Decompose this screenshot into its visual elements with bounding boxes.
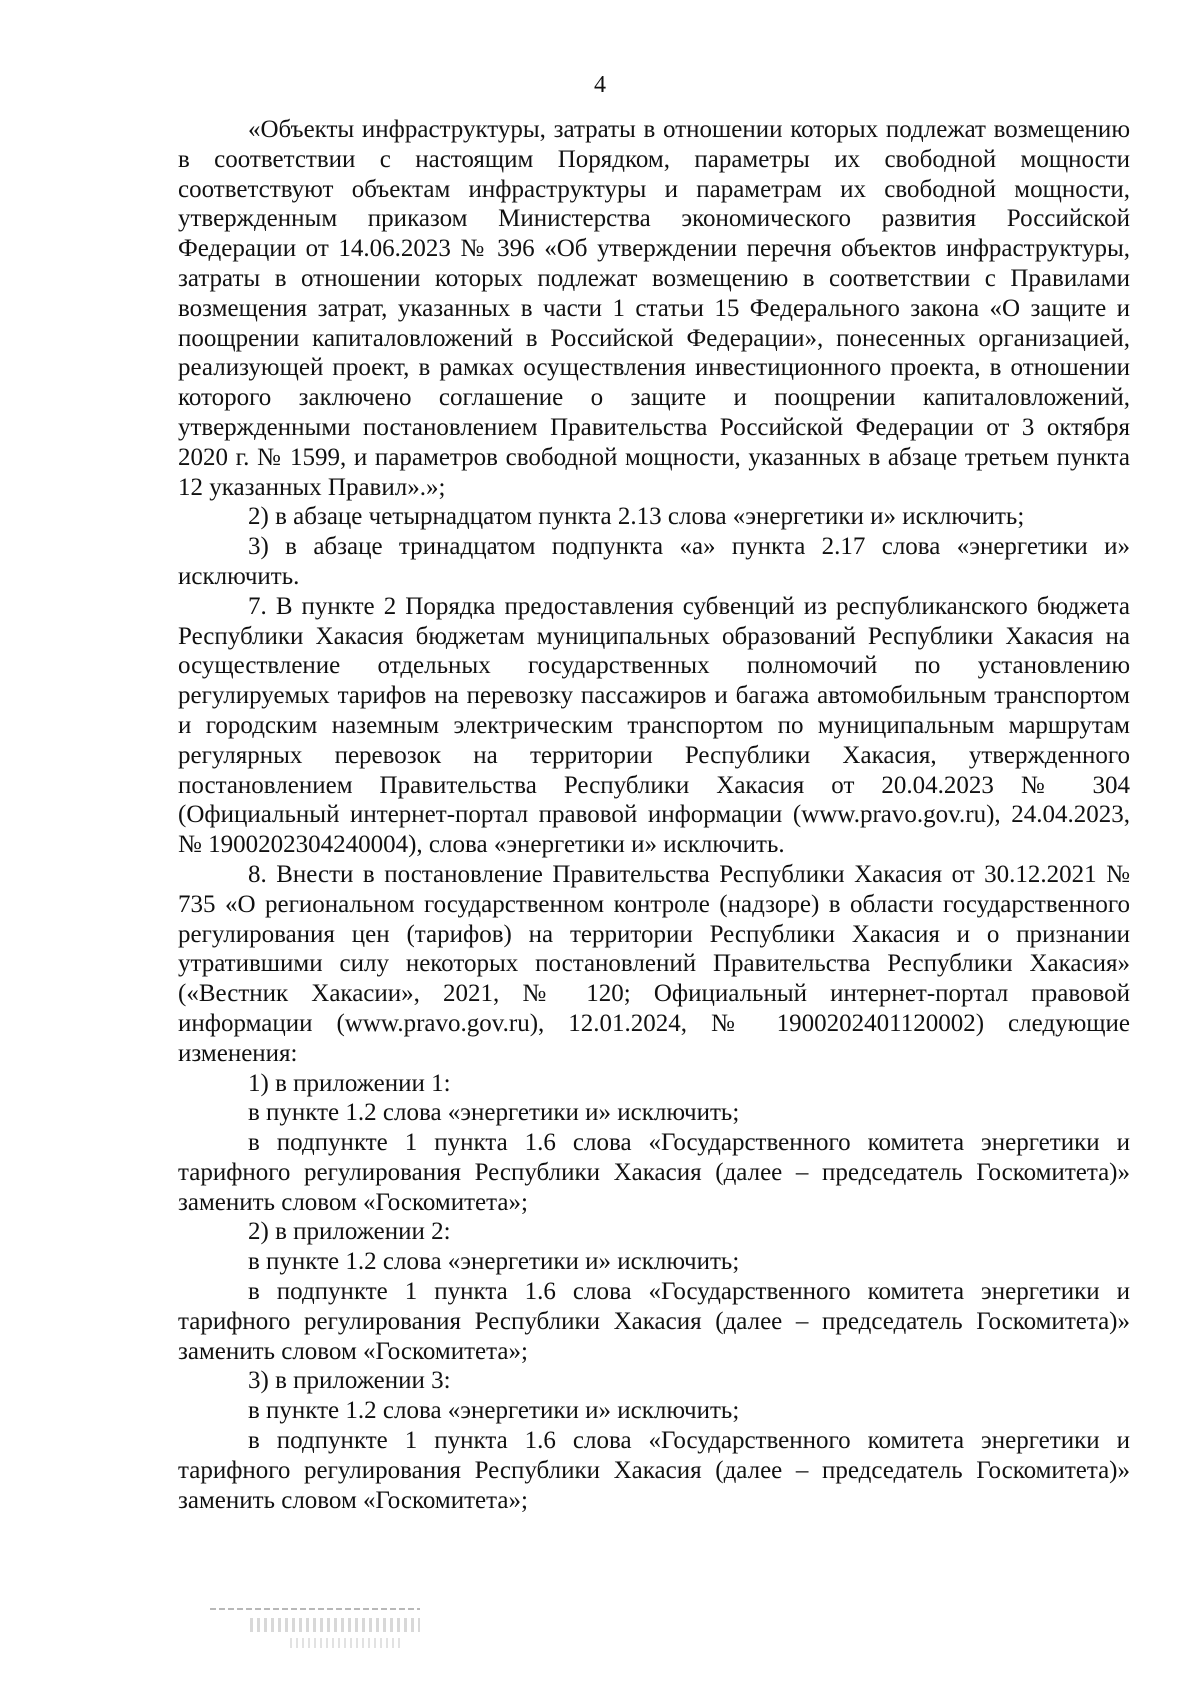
paragraph-appendix-2: 2) в приложении 2: (248, 1218, 451, 1246)
paragraph-appendix-3-item-1-2: в пункте 1.2 слова «энергетики и» исключить; (248, 1397, 740, 1425)
paragraph-appendix-1: 1) в приложении 1: (248, 1069, 451, 1097)
paragraph-appendix-1-item-1-2: в пункте 1.2 слова «энергетики и» исключить; (248, 1099, 740, 1127)
paragraph-appendix-2-item-1-6: в подпункте 1 пункта 1.6 слова «Государственного комитета энергетики и тарифного регулирования Республики Хакасия (далее – председатель Госкомитета)» заменить словом «Госкомитета»; (178, 1278, 1130, 1365)
paragraph-item-3: 3) в абзаце тринадцатом подпункта «а» пункта 2.17 слова «энергетики и» исключить. (178, 533, 1130, 590)
paragraph-item-2: 2) в абзаце четырнадцатом пункта 2.13 слова «энергетики и» исключить; (248, 503, 1025, 531)
paragraph-appendix-3: 3) в приложении 3: (248, 1367, 451, 1395)
paragraph-point-8: 8. Внести в постановление Правительства Республики Хакасия от 30.12.2021 № 735 «О региональном государственном контроле (надзоре) в области государственного регулирования цен (тарифов) на территории Республики Хакасия и о признании утратившими силу некоторых постановлений Правительства Республики Хакасия» («Вестник Хакасии», 2021, № 120; Официальный интернет-портал правовой информации (www.pravo.gov.ru), 12.01.2024, № 1900202401120002) следующие изменения: (178, 860, 1130, 1067)
paragraph-appendix-3-item-1-6: в подпункте 1 пункта 1.6 слова «Государственного комитета энергетики и тарифного регулирования Республики Хакасия (далее – председатель Госкомитета)» заменить словом «Госкомитета»; (178, 1427, 1130, 1514)
paragraph-infrastructure-objects: «Объекты инфраструктуры, затраты в отношении которых подлежат возмещению в соответствии с настоящим Порядком, параметры их свободной мощности соответствуют объектам инфраструктуры и параметрам их свободной мощности, утвержденным приказом Министерства экономического развития Российской Федерации от 14.06.2023 № 396 «Об утверждении перечня объектов инфраструктуры, затраты в отношении которых подлежат возмещению в соответствии с Правилами возмещения затрат, указанных в части 1 статьи 15 Федерального закона «О защите и поощрении капиталовложений в Российской Федерации», понесенных организацией, реализующей проект, в рамках осуществления инвестиционного проекта, в отношении которого заключено соглашение о защите и поощрении капиталовложений, утвержденными постановлением Правительства Российской Федерации от 3 октября 2020 г. № 1599, и параметров свободной мощности, указанных в абзаце третьем пункта 12 указанных Правил».»; (178, 116, 1130, 501)
paragraph-appendix-1-item-1-6: в подпункте 1 пункта 1.6 слова «Государственного комитета энергетики и тарифного регулирования Республики Хакасия (далее – председатель Госкомитета)» заменить словом «Госкомитета»; (178, 1129, 1130, 1216)
stamp-line (210, 1608, 420, 1610)
paragraph-appendix-2-item-1-2: в пункте 1.2 слова «энергетики и» исключить; (248, 1248, 740, 1276)
faded-stamp-mark (210, 1606, 420, 1656)
stamp-smudge (250, 1618, 420, 1632)
page-number: 4 (594, 72, 606, 98)
stamp-smudge (290, 1638, 400, 1648)
document-body (178, 115, 1130, 1515)
paragraph-point-7: 7. В пункте 2 Порядка предоставления субвенций из республиканского бюджета Республики Хакасия бюджетам муниципальных образований Республики Хакасия на осуществление отдельных государственных полномочий по установлению регулируемых тарифов на перевозку пассажиров и багажа автомобильным транспортом и городским наземным электрическим транспортом по муниципальным маршрутам регулярных перевозок на территории Республики Хакасия, утвержденного постановлением Правительства Республики Хакасия от 20.04.2023 № 304 (Официальный интернет-портал правовой информации (www.pravo.gov.ru), 24.04.2023, № 1900202304240004), слова «энергетики и» исключить. (178, 592, 1130, 859)
